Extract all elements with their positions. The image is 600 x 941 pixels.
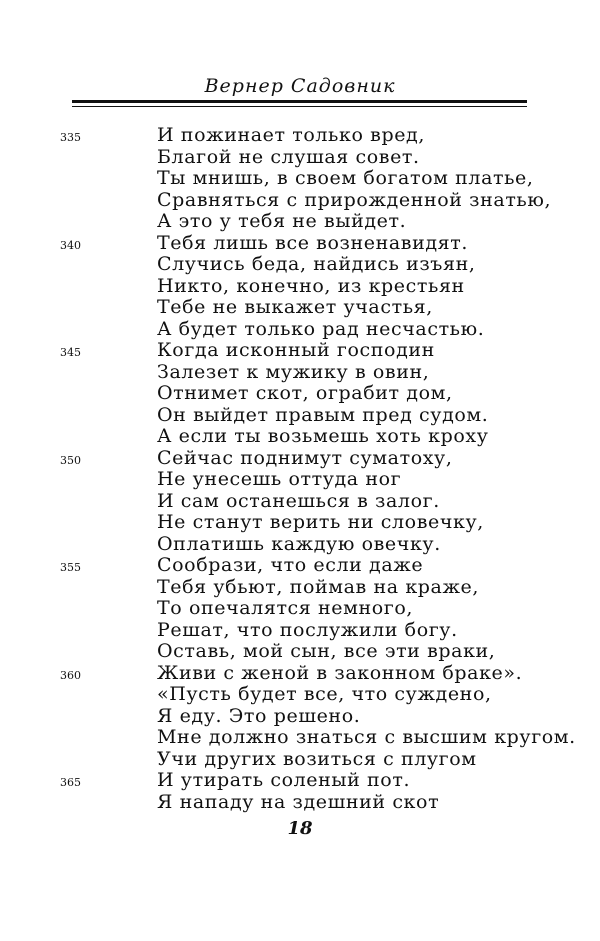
verse-text: Живи с женой в законном браке». (157, 661, 523, 684)
verse-text: Тебя лишь все возненавидят. (157, 231, 468, 254)
verse-text: Мне должно знаться с высшим кругом. (157, 726, 576, 748)
verse-text: «Пусть будет все, что суждено, (157, 683, 492, 705)
verse-text: То опечалятся немного, (157, 597, 414, 619)
verse-line (0, 254, 600, 276)
verse-text: И сам останешься в залог. (157, 489, 440, 512)
verse-line (0, 233, 600, 255)
verse-line (0, 469, 600, 491)
verse-text: Не станут верить ни словечку, (157, 511, 484, 533)
verse-line (0, 663, 600, 685)
verse-block (0, 125, 600, 813)
verse-line (0, 534, 600, 556)
line-number: 350 (60, 453, 81, 467)
verse-text: А будет только рад несчастью. (157, 317, 485, 340)
verse-line (0, 512, 600, 534)
verse-text: Благой не слушая совет. (157, 145, 420, 168)
verse-line (0, 340, 600, 362)
verse-text: Сообрази, что если даже (157, 554, 424, 576)
verse-line (0, 792, 600, 814)
verse-line (0, 577, 600, 599)
verse-text: Оплатишь каждую овечку. (157, 532, 441, 555)
verse-line (0, 448, 600, 470)
verse-line (0, 620, 600, 642)
verse-text: Я еду. Это решено. (157, 704, 361, 727)
verse-text: А это у тебя не выйдет. (157, 210, 407, 232)
verse-line (0, 147, 600, 169)
verse-line (0, 211, 600, 233)
verse-line (0, 770, 600, 792)
verse-text: Тебе не выкажет участья, (157, 296, 433, 318)
line-number: 355 (60, 561, 81, 574)
verse-text: Случись беда, найдись изъян, (157, 253, 476, 275)
verse-text: Отнимет скот, ограбит дом, (157, 382, 453, 404)
verse-text: Учи других возиться с плугом (157, 747, 477, 770)
verse-line (0, 491, 600, 513)
verse-text: Решат, что послужили богу. (157, 618, 458, 641)
page-number: 18 (287, 818, 313, 839)
verse-line (0, 125, 600, 147)
header-rule-thick (72, 100, 527, 103)
verse-line (0, 190, 600, 212)
verse-text: Сейчас поднимут суматоху, (157, 446, 453, 469)
verse-line (0, 383, 600, 405)
line-number: 365 (60, 776, 81, 789)
verse-text: Никто, конечно, из крестьян (157, 274, 465, 297)
verse-text: Сравняться с прирожденной знатью, (157, 188, 552, 211)
verse-text: Он выйдет правым пред судом. (157, 403, 489, 426)
verse-line (0, 598, 600, 620)
verse-line (0, 297, 600, 319)
verse-line (0, 362, 600, 384)
line-number: 335 (60, 131, 81, 144)
line-number: 345 (60, 346, 81, 359)
verse-text: Залезет к мужику в овин, (157, 360, 430, 383)
verse-text: Я нападу на здешний скот (157, 790, 440, 813)
verse-line (0, 727, 600, 749)
line-number: 340 (60, 238, 81, 252)
verse-line (0, 706, 600, 728)
verse-text: А если ты возьмешь хоть кроху (157, 425, 489, 447)
running-head: Вернер Садовник (204, 75, 396, 97)
verse-line (0, 749, 600, 771)
verse-line (0, 641, 600, 663)
verse-text: Не унесешь оттуда ног (157, 468, 402, 490)
verse-text: Когда исконный господин (157, 339, 435, 361)
verse-text: Тебя убьют, поймав на краже, (157, 575, 480, 598)
line-number: 360 (60, 668, 81, 682)
verse-text: Оставь, мой сын, все эти враки, (157, 640, 496, 662)
verse-text: И утирать соленый пот. (157, 769, 411, 791)
verse-line (0, 555, 600, 577)
verse-line (0, 405, 600, 427)
verse-text: Ты мнишь, в своем богатом платье, (157, 167, 534, 189)
verse-line (0, 276, 600, 298)
verse-text: И пожинает только вред, (157, 124, 425, 146)
verse-line (0, 319, 600, 341)
verse-line (0, 168, 600, 190)
header-rule-thin (72, 106, 527, 107)
verse-line (0, 426, 600, 448)
verse-line (0, 684, 600, 706)
